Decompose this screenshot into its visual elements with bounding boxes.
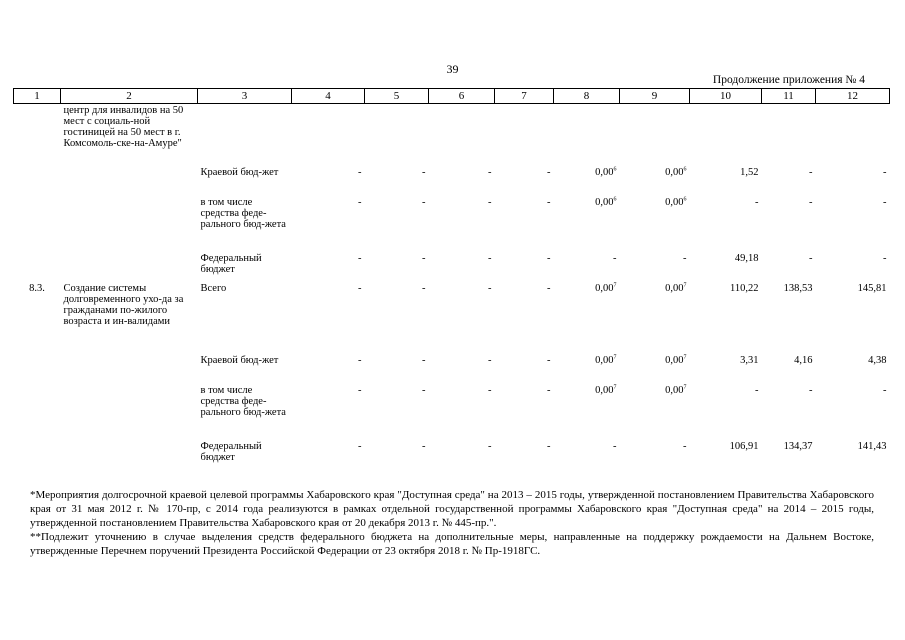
table-cell <box>61 384 198 440</box>
table-row <box>14 384 890 440</box>
cell-value: - <box>809 384 813 396</box>
cell-value: 0,00 <box>665 384 684 396</box>
table-cell <box>292 440 365 468</box>
cell-value: - <box>488 166 492 178</box>
table-cell <box>690 166 762 196</box>
table-cell <box>690 282 762 354</box>
cell-value: 49,18 <box>734 252 759 264</box>
cell-value: - <box>883 252 887 264</box>
cell-value: - <box>422 282 426 294</box>
table-cell <box>429 384 495 440</box>
table-cell <box>61 282 198 354</box>
table-cell <box>620 104 690 166</box>
cell-value: - <box>488 354 492 366</box>
cell-value: центр для инвалидов на 50 мест с социаль-ной гостиницей на 50 мест в г. Комсомоль-ске-на-Амуре" <box>63 105 184 149</box>
table-cell <box>816 252 890 282</box>
cell-value: 0,00 <box>665 166 684 178</box>
cell-value: - <box>547 440 551 452</box>
footnote-marker: 7 <box>683 354 687 360</box>
cell-value: - <box>488 196 492 208</box>
column-header: 6 <box>429 89 495 104</box>
budget-table <box>13 88 890 468</box>
table-cell <box>198 166 292 196</box>
table-cell <box>292 384 365 440</box>
table-cell <box>554 252 620 282</box>
table-cell <box>620 354 690 384</box>
table-row <box>14 440 890 468</box>
table-cell <box>762 196 816 252</box>
table-cell <box>61 166 198 196</box>
cell-value: 8.3. <box>29 282 45 294</box>
cell-value: 3,31 <box>740 354 759 366</box>
table-cell <box>816 354 890 384</box>
cell-value: - <box>358 384 362 396</box>
cell-value: - <box>547 166 551 178</box>
table-row <box>14 196 890 252</box>
table-cell <box>816 282 890 354</box>
table-cell <box>198 252 292 282</box>
cell-value: - <box>683 440 687 452</box>
cell-value: - <box>613 252 617 264</box>
table-cell <box>762 104 816 166</box>
cell-value: - <box>422 440 426 452</box>
table-body <box>14 104 890 468</box>
table-cell <box>198 384 292 440</box>
cell-value: - <box>809 196 813 208</box>
table-cell <box>690 384 762 440</box>
cell-value: Создание системы долговременного ухо-да за гражданами по-жилого возраста и ин-валидами <box>63 282 184 327</box>
column-header: 7 <box>495 89 554 104</box>
page-number: 39 <box>446 62 459 76</box>
cell-value: Всего <box>200 282 227 294</box>
table-cell <box>495 384 554 440</box>
table-cell <box>429 282 495 354</box>
column-header: 10 <box>690 89 762 104</box>
table-cell <box>429 166 495 196</box>
cell-value: - <box>488 384 492 396</box>
table-row <box>14 104 890 166</box>
table-cell <box>365 440 429 468</box>
table-cell <box>61 440 198 468</box>
cell-value: - <box>883 384 887 396</box>
table-cell <box>762 440 816 468</box>
table-cell <box>365 166 429 196</box>
table-cell <box>620 282 690 354</box>
cell-value: - <box>547 196 551 208</box>
table-cell <box>690 104 762 166</box>
table-cell <box>61 104 198 166</box>
table-cell <box>762 282 816 354</box>
table-row <box>14 354 890 384</box>
table-cell <box>198 282 292 354</box>
column-header: 11 <box>762 89 816 104</box>
table-cell <box>495 440 554 468</box>
table-cell <box>14 384 61 440</box>
column-header: 12 <box>816 89 890 104</box>
table-cell <box>292 282 365 354</box>
table-cell <box>14 354 61 384</box>
table-cell <box>292 252 365 282</box>
column-header: 5 <box>365 89 429 104</box>
footnote-program: *Мероприятия долгосрочной краевой целевой программы Хабаровского края "Доступная среда" на 2013 – 2015 годы, утвержденной постановлением Правительства Хабаровского края от 31 мая 2012 г. № 170-пр, с 2014 года реализуются в рамках отдельной государственной программы Хабаровского края "Доступная среда" на 2014 – 2015 годы, утвержденной постановлением Правительства Хабаровского края от 20 декабря 2013 г. № 445-пр.". <box>30 489 874 529</box>
table-cell <box>495 252 554 282</box>
cell-value: Федеральный бюджет <box>200 440 262 463</box>
table-cell <box>429 196 495 252</box>
table-cell <box>495 354 554 384</box>
table-cell <box>14 252 61 282</box>
cell-value: - <box>358 166 362 178</box>
column-header: 8 <box>554 89 620 104</box>
table-cell <box>762 384 816 440</box>
table-cell <box>61 252 198 282</box>
table-cell <box>816 166 890 196</box>
table-row <box>14 282 890 354</box>
footnote-marker: 7 <box>683 384 687 390</box>
footnote-marker: 6 <box>683 166 687 172</box>
footnote-marker: 6 <box>683 196 687 202</box>
cell-value: - <box>809 252 813 264</box>
cell-value: 0,00 <box>595 166 614 178</box>
table-cell <box>365 282 429 354</box>
table-cell <box>61 196 198 252</box>
cell-value: 110,22 <box>730 282 759 294</box>
table-cell <box>495 282 554 354</box>
table-cell <box>429 354 495 384</box>
cell-value: - <box>547 354 551 366</box>
cell-value: - <box>613 440 617 452</box>
cell-value: Краевой бюд-жет <box>200 354 279 366</box>
table-cell <box>292 196 365 252</box>
table-cell <box>816 440 890 468</box>
table-cell <box>365 384 429 440</box>
cell-value: - <box>809 166 813 178</box>
table-cell <box>762 166 816 196</box>
table-header-row <box>14 89 890 104</box>
table-cell <box>554 196 620 252</box>
cell-value: - <box>422 384 426 396</box>
table-cell <box>620 166 690 196</box>
table-cell <box>690 252 762 282</box>
cell-value: - <box>488 440 492 452</box>
table-cell <box>495 104 554 166</box>
table-cell <box>365 196 429 252</box>
column-header: 9 <box>620 89 690 104</box>
cell-value: 145,81 <box>857 282 887 294</box>
cell-value: - <box>883 196 887 208</box>
footnote-marker: 7 <box>613 354 617 360</box>
table-cell <box>292 104 365 166</box>
cell-value: - <box>422 196 426 208</box>
table-cell <box>14 282 61 354</box>
table-cell <box>690 196 762 252</box>
cell-value: 106,91 <box>729 440 759 452</box>
cell-value: - <box>547 384 551 396</box>
table-cell <box>14 104 61 166</box>
cell-value: 0,00 <box>595 282 614 294</box>
table-cell <box>292 354 365 384</box>
table-cell <box>554 440 620 468</box>
cell-value: 0,00 <box>595 354 614 366</box>
cell-value: - <box>422 354 426 366</box>
cell-value: 141,43 <box>857 440 887 452</box>
table-cell <box>554 104 620 166</box>
cell-value: 138,53 <box>783 282 813 294</box>
table-cell <box>554 384 620 440</box>
cell-value: в том числе средства феде-рального бюд-жета <box>200 196 286 230</box>
table-cell <box>495 166 554 196</box>
cell-value: - <box>358 282 362 294</box>
table-cell <box>429 252 495 282</box>
cell-value: - <box>547 252 551 264</box>
cell-value: 4,38 <box>868 354 887 366</box>
table-row <box>14 252 890 282</box>
cell-value: в том числе средства феде-рального бюд-жета <box>200 384 286 418</box>
cell-value: 0,00 <box>595 384 614 396</box>
column-header: 2 <box>61 89 198 104</box>
cell-value: 1,52 <box>740 166 759 178</box>
cell-value: - <box>883 166 887 178</box>
footnote-federal: **Подлежит уточнению в случае выделения средств федерального бюджета на дополнительные меры, направленные на поддержку рождаемости на Дальнем Востоке, утвержденные Перечнем поручений Президента Российской Федерации от 23 октября 2018 г. № Пр-1918ГС. <box>30 531 874 557</box>
cell-value: - <box>358 252 362 264</box>
cell-value: - <box>422 252 426 264</box>
continuation-label: Продолжение приложения № 4 <box>712 74 865 86</box>
cell-value: - <box>547 282 551 294</box>
table-cell <box>14 166 61 196</box>
table-cell <box>198 104 292 166</box>
column-header: 3 <box>198 89 292 104</box>
cell-value: - <box>683 252 687 264</box>
table-cell <box>762 354 816 384</box>
table-cell <box>429 104 495 166</box>
cell-value: - <box>755 384 759 396</box>
cell-value: - <box>422 166 426 178</box>
cell-value: 134,37 <box>783 440 813 452</box>
table-cell <box>816 104 890 166</box>
table-cell <box>14 196 61 252</box>
table-row <box>14 166 890 196</box>
table-cell <box>620 440 690 468</box>
table-cell <box>429 440 495 468</box>
table-cell <box>554 166 620 196</box>
cell-value: - <box>755 196 759 208</box>
cell-value: Федеральный бюджет <box>200 252 262 275</box>
table-cell <box>292 166 365 196</box>
cell-value: - <box>488 282 492 294</box>
table-cell <box>620 384 690 440</box>
table-cell <box>554 282 620 354</box>
table-cell <box>816 384 890 440</box>
footnote-marker: 6 <box>613 166 617 172</box>
table-cell <box>620 252 690 282</box>
cell-value: - <box>358 196 362 208</box>
footnote-marker: 7 <box>613 384 617 390</box>
table-cell <box>554 354 620 384</box>
cell-value: 4,16 <box>794 354 813 366</box>
table-cell <box>690 440 762 468</box>
table-cell <box>198 440 292 468</box>
table-cell <box>365 252 429 282</box>
cell-value: - <box>358 440 362 452</box>
footnote-marker: 7 <box>613 282 617 288</box>
column-header: 4 <box>292 89 365 104</box>
table-cell <box>198 196 292 252</box>
table-cell <box>620 196 690 252</box>
footnote-marker: 6 <box>613 196 617 202</box>
footnote-marker: 7 <box>683 282 687 288</box>
table-cell <box>198 354 292 384</box>
table-cell <box>816 196 890 252</box>
cell-value: 0,00 <box>665 282 684 294</box>
table-cell <box>365 354 429 384</box>
table-cell <box>14 440 61 468</box>
column-header: 1 <box>14 89 61 104</box>
table-cell <box>365 104 429 166</box>
table-cell <box>495 196 554 252</box>
cell-value: Краевой бюд-жет <box>200 166 279 178</box>
cell-value: - <box>488 252 492 264</box>
cell-value: - <box>358 354 362 366</box>
cell-value: 0,00 <box>665 196 684 208</box>
cell-value: 0,00 <box>665 354 684 366</box>
footnotes <box>30 488 874 558</box>
table-cell <box>61 354 198 384</box>
cell-value: 0,00 <box>595 196 614 208</box>
table-cell <box>762 252 816 282</box>
table-cell <box>690 354 762 384</box>
